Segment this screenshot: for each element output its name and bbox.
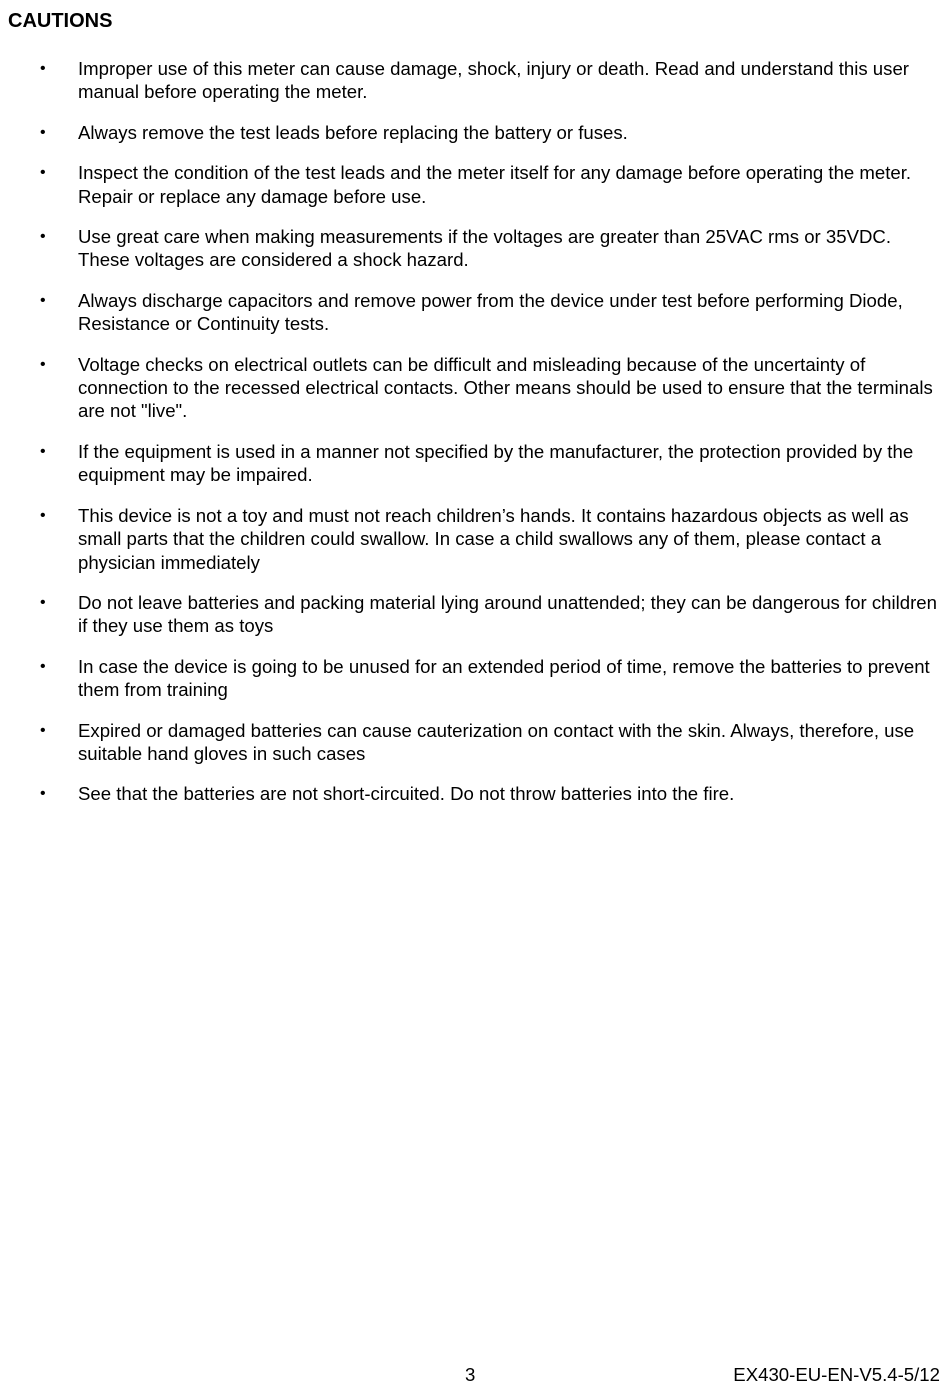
bullet-icon: • xyxy=(40,291,46,309)
bullet-icon: • xyxy=(40,657,46,675)
caution-text: Inspect the condition of the test leads and the meter itself for any damage before operating the meter. Repair or replace any damage before use. xyxy=(78,162,912,207)
caution-item xyxy=(0,353,950,423)
page-number: 3 xyxy=(465,1364,476,1385)
caution-item xyxy=(0,655,950,702)
caution-text: Use great care when making measurements if the voltages are greater than 25VAC rms or 35VDC. These voltages are considered a shock hazard. xyxy=(78,226,891,271)
caution-text: Voltage checks on electrical outlets can be difficult and misleading because of the uncertainty of connection to the recessed electrical contacts. Other means should be used to ensure that the terminals are not "live". xyxy=(78,353,933,422)
caution-item xyxy=(0,504,950,574)
caution-item xyxy=(0,57,950,104)
caution-item xyxy=(0,782,950,805)
bullet-icon: • xyxy=(40,593,46,611)
bullet-icon: • xyxy=(40,164,46,182)
caution-text: Do not leave batteries and packing material lying around unattended; they can be dangerous for children if they use them as toys xyxy=(78,591,937,637)
caution-item xyxy=(0,161,950,208)
caution-item xyxy=(0,440,950,487)
caution-text: Expired or damaged batteries can cause cauterization on contact with the skin. Always, therefore, use suitable hand gloves in such cases xyxy=(78,719,915,764)
cautions-list xyxy=(0,57,950,823)
bullet-icon: • xyxy=(40,228,46,246)
caution-item xyxy=(0,719,950,766)
bullet-icon: • xyxy=(40,60,46,77)
bullet-icon: • xyxy=(40,721,46,739)
bullet-icon: • xyxy=(40,355,46,373)
bullet-icon: • xyxy=(40,442,46,460)
caution-item xyxy=(0,591,950,638)
document-code: EX430-EU-EN-V5.4-5/12 xyxy=(733,1364,940,1385)
caution-item xyxy=(0,225,950,272)
caution-text: Always remove the test leads before replacing the battery or fuses. xyxy=(78,121,628,143)
bullet-icon: • xyxy=(40,506,46,524)
caution-text: Improper use of this meter can cause damage, shock, injury or death. Read and understand this user manual before operating the meter. xyxy=(78,58,909,103)
caution-item xyxy=(0,289,950,336)
caution-item xyxy=(0,121,950,144)
caution-text: In case the device is going to be unused for an extended period of time, remove the batteries to prevent them from training xyxy=(78,655,930,701)
caution-text: If the equipment is used in a manner not specified by the manufacturer, the protection provided by the equipment may be impaired. xyxy=(78,440,914,486)
caution-text: This device is not a toy and must not reach children’s hands. It contains hazardous objects as well as small parts that the children could swallow. In case a child swallows any of them, please contact a physician immediately xyxy=(78,504,909,573)
caution-text: Always discharge capacitors and remove power from the device under test before performing Diode, Resistance or Continuity tests. xyxy=(78,289,903,335)
page-title: CAUTIONS xyxy=(8,10,113,32)
bullet-icon: • xyxy=(40,785,46,803)
bullet-icon: • xyxy=(40,123,46,141)
caution-text: See that the batteries are not short-circuited. Do not throw batteries into the fire. xyxy=(78,783,735,805)
